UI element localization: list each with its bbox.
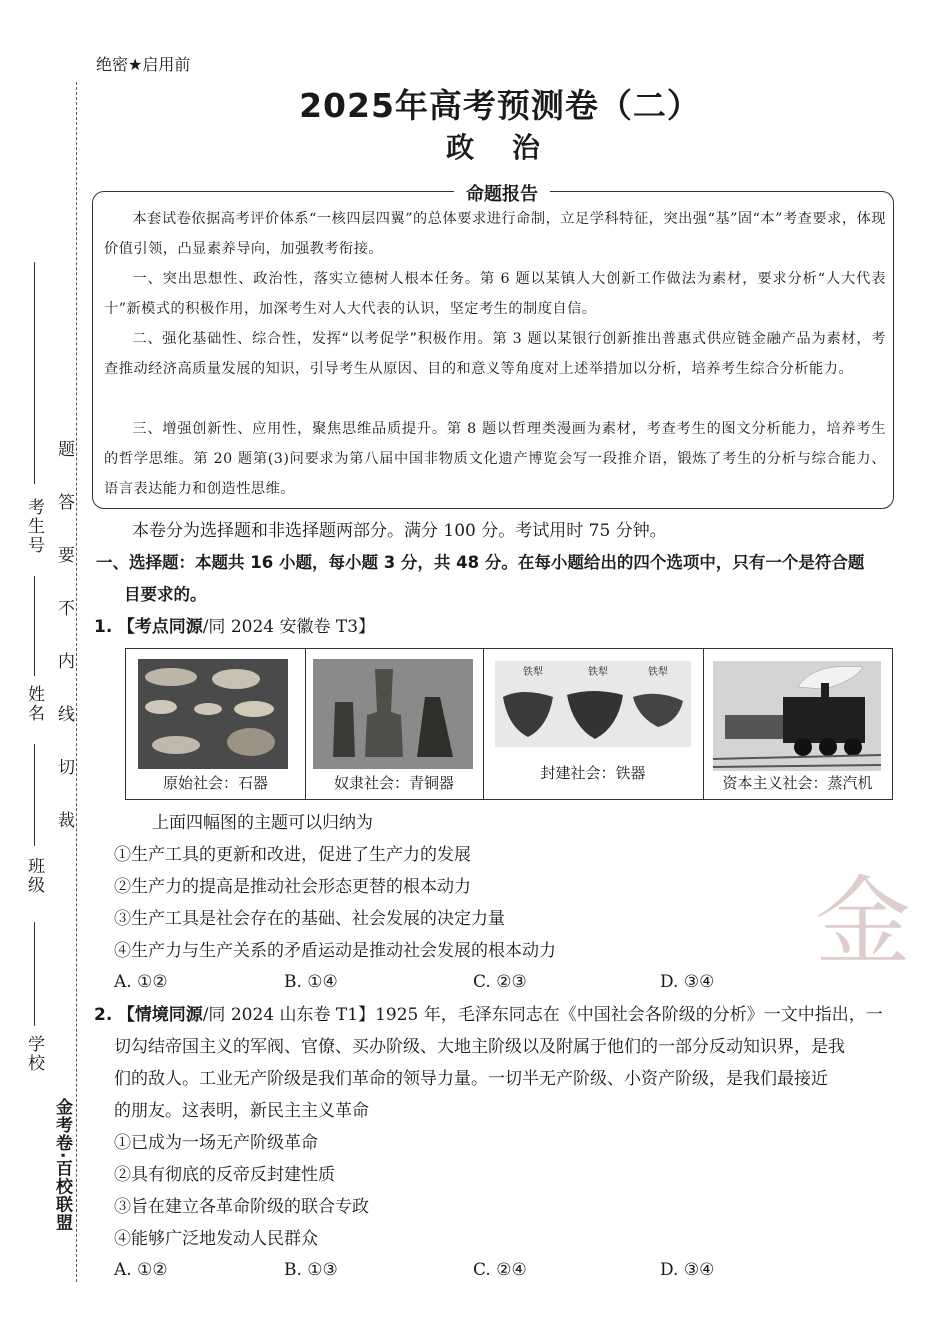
question-1-option-b[interactable]: B. ①④ <box>284 972 338 992</box>
section1-title-cont: 目要求的。 <box>124 585 207 604</box>
brand-label: 金考卷·百校联盟 <box>52 1098 72 1232</box>
image-iron-ploughs <box>483 649 704 799</box>
question-2-tag: 【情境同源 <box>117 1005 203 1025</box>
question-2-text-4: 的朋友。这表明，新民主主义革命 <box>114 1101 369 1121</box>
image-caption-3: 封建社会：铁器 <box>540 764 646 782</box>
image-stone-tools <box>126 649 306 799</box>
watermark-stamp: 金 <box>815 866 911 978</box>
field-line-class <box>34 744 35 846</box>
report-item-1-heading: 一、突出思想性、政治性，落实立德树人根本任务。 <box>132 271 480 287</box>
section1-title: 一、选择题：本题共 16 小题，每小题 3 分，共 48 分。在每小题给出的四个选项中，只有一个是符合题 <box>96 553 865 572</box>
question-2-text-2: 切勾结帝国主义的军阀、官僚、买办阶级、大地主阶级以及附属于他们的一部分反动知识界，是我 <box>114 1037 845 1057</box>
question-2-statement-2: ②具有彻底的反帝反封建性质 <box>114 1165 335 1185</box>
question-1-option-c[interactable]: C. ②③ <box>473 972 527 992</box>
binding-warning: 题答要不内线切裁 <box>54 440 74 864</box>
field-line-school <box>34 922 35 1026</box>
question-1-statement-4: ④生产力与生产关系的矛盾运动是推动社会发展的根本动力 <box>114 941 556 961</box>
image-steam-engine <box>703 649 892 799</box>
image-caption-2: 奴隶社会：青铜器 <box>333 774 454 792</box>
image-bronze-ware <box>305 649 484 799</box>
subject-title: 政 治 <box>446 131 554 164</box>
secret-label: 绝密★启用前 <box>96 55 191 74</box>
field-line-name <box>34 576 35 676</box>
report-intro: 本套试卷依据高考评价体系“一核四层四翼”的总体要求进行命制，立足学科特征，突出强“基”固“本”考查要求，体现价值引领，凸显素养导向，加强教考衔接。 <box>104 211 886 257</box>
field-label-name: 姓名 <box>24 685 44 723</box>
field-line-exam-number <box>34 262 35 484</box>
report-item-3 <box>104 414 886 504</box>
report-item-2 <box>104 324 886 384</box>
iron-plough-label-3: 铁犁 <box>648 667 668 678</box>
image-caption-4: 资本主义社会：蒸汽机 <box>722 774 873 792</box>
question-1-header <box>94 611 375 643</box>
question-2-number: 2. <box>94 1005 113 1025</box>
question-1-stem: 上面四幅图的主题可以归纳为 <box>152 813 373 833</box>
report-item-2-heading: 二、强化基础性、综合性，发挥“以考促学”积极作用。 <box>132 331 493 347</box>
field-label-class: 班级 <box>24 857 44 895</box>
question-2-option-d[interactable]: D. ③④ <box>660 1260 715 1280</box>
question-2-statement-4: ④能够广泛地发动人民群众 <box>114 1229 318 1249</box>
iron-plough-label-1: 铁犁 <box>523 667 543 678</box>
report-item-1-body: 第 6 题以某镇人大创新工作做法为素材，要求分析“人大代表十”新模式的积极作用，加深考生对人大代表的认识，坚定考生的制度自信。 <box>104 271 886 317</box>
question-2-statement-3: ③旨在建立各革命阶级的联合专政 <box>114 1197 369 1217</box>
question-2-option-a[interactable]: A. ①② <box>114 1260 168 1280</box>
steam-locomotive-icon <box>703 657 892 777</box>
question-2-text-1: 1925 年，毛泽东同志在《中国社会各阶级的分析》一文中指出，一 <box>375 1005 883 1025</box>
field-label-school: 学校 <box>24 1035 44 1073</box>
question-1-image-strip <box>125 648 893 800</box>
question-1-option-d[interactable]: D. ③④ <box>660 972 715 992</box>
report-item-1 <box>104 264 886 324</box>
question-2-text-3: 们的敌人。工业无产阶级是我们革命的领导力量。一切半无产阶级、小资产阶级，是我们最接近 <box>114 1069 828 1089</box>
report-title: 命题报告 <box>454 180 550 206</box>
question-1-source: /同 2024 安徽卷 T3】 <box>202 617 376 637</box>
exam-intro: 本卷分为选择题和非选择题两部分。满分 100 分。考试用时 75 分钟。 <box>132 521 667 541</box>
question-2-source: /同 2024 山东卷 T1】 <box>202 1005 376 1025</box>
question-1-tag: 【考点同源 <box>117 617 203 637</box>
exam-title: 2025年高考预测卷（二） <box>299 86 701 125</box>
question-2-statement-1: ①已成为一场无产阶级革命 <box>114 1133 318 1153</box>
image-caption-1: 原始社会：石器 <box>162 774 268 792</box>
question-1-option-a[interactable]: A. ①② <box>114 972 168 992</box>
report-item-3-heading: 三、增强创新性、应用性，聚焦思维品质提升。 <box>132 421 447 437</box>
stone-tools-icon <box>126 657 305 777</box>
report-item-2-body: 第 3 题以某银行创新推出普惠式供应链金融产品为素材，考查推动经济高质量发展的知识，引导考生从原因、目的和意义等角度对上述举措加以分析，培养考生综合分析能力。 <box>104 331 886 377</box>
field-label-exam-number: 考生号 <box>24 498 44 555</box>
question-1-statement-1: ①生产工具的更新和改进，促进了生产力的发展 <box>114 845 471 865</box>
bronze-tools-icon <box>305 657 483 777</box>
question-1-statement-3: ③生产工具是社会存在的基础、社会发展的决定力量 <box>114 909 505 929</box>
question-2-option-c[interactable]: C. ②④ <box>473 1260 527 1280</box>
question-2-line-1 <box>94 999 883 1031</box>
question-1-statement-2: ②生产力的提高是推动社会形态更替的根本动力 <box>114 877 471 897</box>
question-1-number: 1. <box>94 617 113 637</box>
iron-plough-label-2: 铁犁 <box>588 667 608 678</box>
report-item-3-body: 第 8 题以哲理类漫画为素材，考查考生的图文分析能力，培养考生的哲学思维。第 20 题第(3)问要求为第八届中国非物质文化遗产博览会写一段推介语，锻炼了考生的分析与综合能力、语言表达能力和创造性思维。 <box>104 421 886 497</box>
question-2-option-b[interactable]: B. ①③ <box>284 1260 338 1280</box>
